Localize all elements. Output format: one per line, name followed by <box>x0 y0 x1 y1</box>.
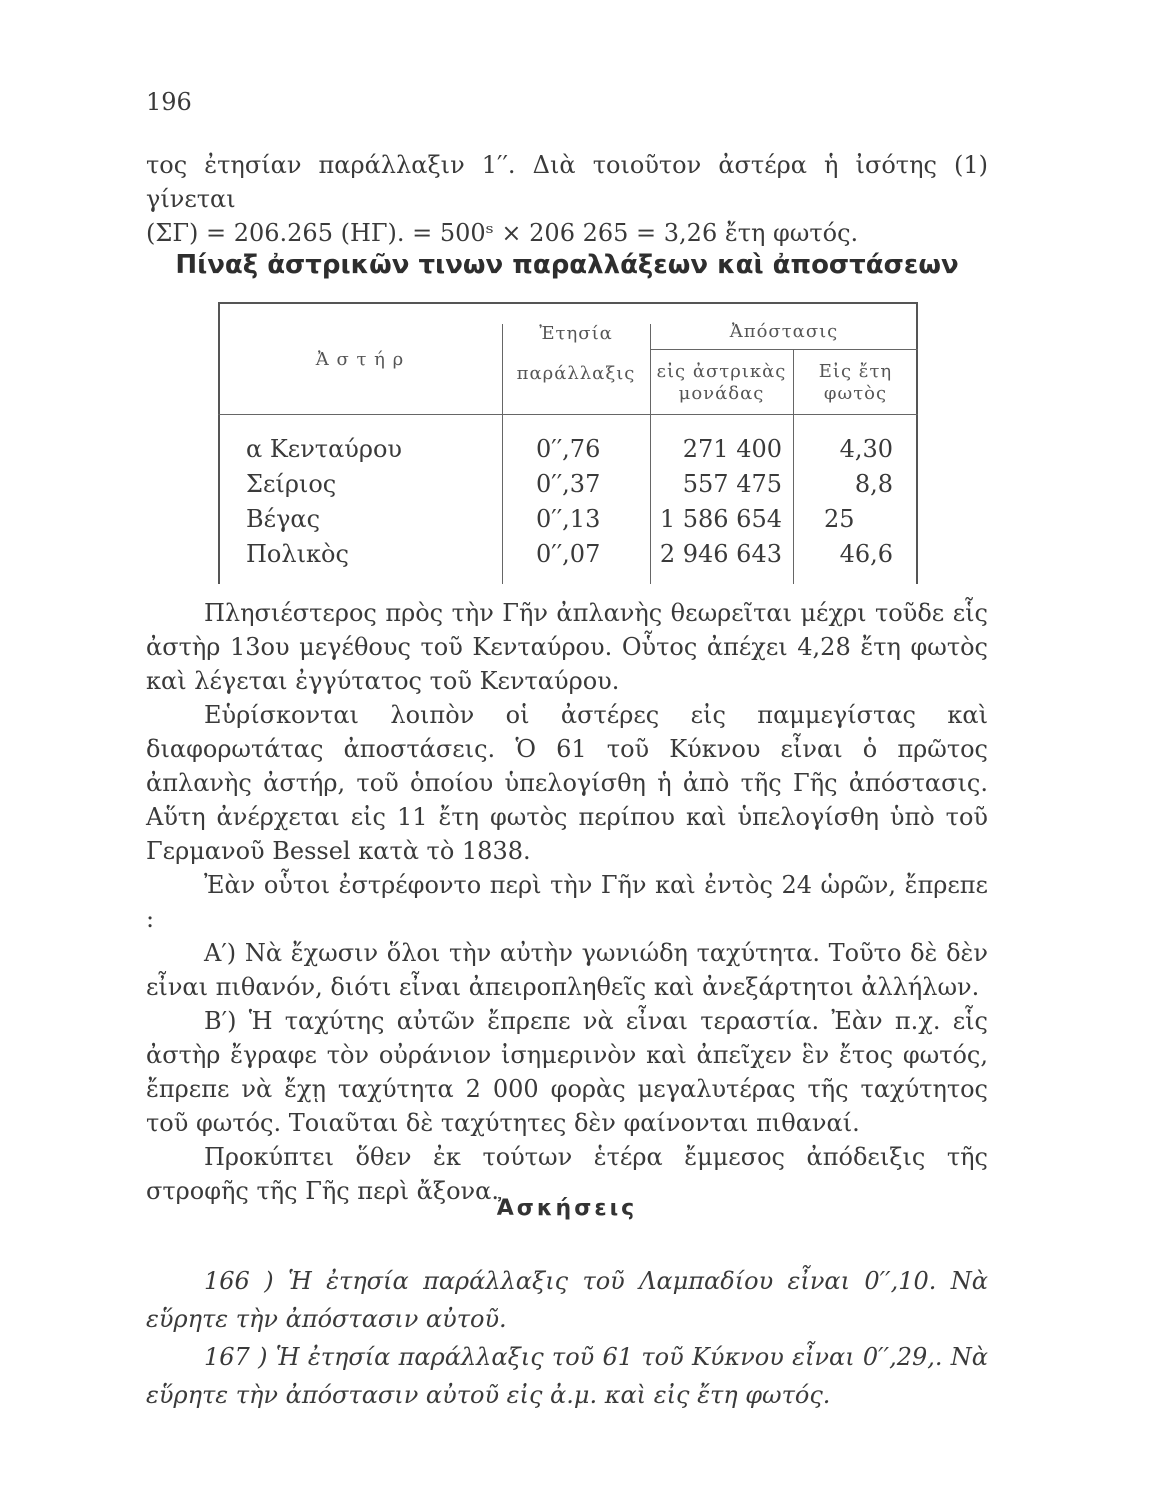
exercises-title: Ἀσκήσεις <box>496 1196 638 1221</box>
row-star: Πολικὸς <box>246 540 349 568</box>
row-parallax: 0′′,76 <box>536 435 601 463</box>
row-au: 271 400 <box>682 435 782 463</box>
exercises-list <box>146 1262 988 1414</box>
row-star: Βέγας <box>246 505 321 533</box>
row-au: 557 475 <box>682 470 782 498</box>
row-parallax: 0′′,07 <box>536 540 601 568</box>
header-ly-1: Εἰς ἔτη <box>818 361 893 382</box>
table-left-border <box>218 304 220 584</box>
table-header-divider <box>218 414 918 415</box>
row-ly: 4,30 <box>839 435 893 463</box>
header-star: Ἀ σ τ ή ρ <box>315 349 405 370</box>
row-ly: 25 <box>824 505 855 533</box>
paragraph: Β′) Ἡ ταχύτης αὐτῶν ἔπρεπε νὰ εἶναι τεραστία. Ἐὰν π.χ. εἷς ἀστὴρ ἔγραφε τὸν οὐράνιον ἰσημερινὸν καὶ ἀπεῖχεν ἓν ἔτος φωτός, ἔπρεπε νὰ ἔχῃ ταχύτητα 2 000 φορὰς μεγαλυτέρας τῆς ταχύτητος τοῦ φωτός. Τοιαῦται δὲ ταχύτητες δὲν φαίνονται πιθαναί. <box>146 1007 988 1137</box>
parallax-table <box>218 302 918 584</box>
header-parallax-1: Ἐτησία <box>539 323 613 344</box>
header-parallax-2: παράλλαξις <box>516 363 636 384</box>
paragraph: Προκύπτει ὅθεν ἐκ τούτων ἑτέρα ἔμμεσος ἀπόδειξις τῆς στροφῆς τῆς Γῆς περὶ ἄξονα. <box>146 1143 988 1205</box>
paragraph: Ἐὰν οὗτοι ἐστρέφοντο περὶ τὴν Γῆν καὶ ἐντὸς 24 ὡρῶν, ἔπρεπε : <box>146 871 988 933</box>
header-ly-2: φωτὸς <box>823 383 888 404</box>
paragraph: Εὑρίσκονται λοιπὸν οἱ ἀστέρες εἰς παμμεγίστας καὶ διαφορωτάτας ἀποστάσεις. Ὁ 61 τοῦ Κύκνου εἶναι ὁ πρῶτος ἀπλανὴς ἀστήρ, τοῦ ὁποίου ὑπελογίσθη ἡ ἀπὸ τῆς Γῆς ἀπόστασις. Αὕτη ἀνέρχεται εἰς 11 ἔτη φωτὸς περίπου καὶ ὑπελογίσθη ὑπὸ τοῦ Γερμανοῦ Bessel κατὰ τὸ 1838. <box>146 701 988 865</box>
row-au: 2 946 643 <box>659 540 782 568</box>
distance-subheader-divider <box>650 349 918 350</box>
page-number: 196 <box>146 88 192 116</box>
paragraph: Α′) Νὰ ἔχωσιν ὅλοι τὴν αὐτὴν γωνιώδη ταχύτητα. Τοῦτο δὲ δὲν εἶναι πιθανόν, διότι εἶναι ἀπειροπληθεῖς καὶ ἀνεξάρτητοι ἀλλήλων. <box>146 939 988 1001</box>
table-title: Πίναξ ἀστρικῶν τινων παραλλάξεων καὶ ἀποστάσεων <box>175 250 959 280</box>
body-text <box>146 596 988 1208</box>
row-star: α Κενταύρου <box>246 435 403 463</box>
row-au: 1 586 654 <box>659 505 782 533</box>
header-distance: Ἀπόστασις <box>729 321 839 342</box>
header-au-2: μονάδας <box>678 383 765 404</box>
row-ly: 8,8 <box>854 470 893 498</box>
intro-line: (ΣΓ) = 206.265 (ΗΓ). = 500ˢ × 206 265 = 3,26 ἔτη φωτός. <box>146 219 859 247</box>
intro-text <box>146 148 988 250</box>
row-ly: 46,6 <box>839 540 893 568</box>
row-parallax: 0′′,37 <box>536 470 601 498</box>
exercise-item: 167 ) Ἡ ἐτησία παράλλαξις τοῦ 61 τοῦ Κύκνου εἶναι 0′′,29,. Νὰ εὕρητε τὴν ἀπόστασιν αὐτοῦ εἰς ἀ.μ. καὶ εἰς ἔτη φωτός. <box>146 1343 988 1409</box>
intro-line: τος ἐτησίαν παράλλαξιν 1′′. Διὰ τοιοῦτον ἀστέρα ἡ ἰσότης (1) γίνεται <box>146 151 988 213</box>
exercise-item: 166 ) Ἡ ἐτησία παράλλαξις τοῦ Λαμπαδίου εἶναι 0′′,10. Νὰ εὕρητε τὴν ἀπόστασιν αὐτοῦ. <box>146 1267 988 1333</box>
row-star: Σείριος <box>246 470 337 498</box>
header-au-1: εἰς ἀστρικὰς <box>656 361 787 382</box>
table-right-border <box>916 304 918 584</box>
row-parallax: 0′′,13 <box>536 505 601 533</box>
paragraph: Πλησιέστερος πρὸς τὴν Γῆν ἀπλανὴς θεωρεῖται μέχρι τοῦδε εἷς ἀστὴρ 13ου μεγέθους τοῦ Κενταύρου. Οὗτος ἀπέχει 4,28 ἔτη φωτὸς καὶ λέγεται ἐγγύτατος τοῦ Κενταύρου. <box>146 599 988 695</box>
